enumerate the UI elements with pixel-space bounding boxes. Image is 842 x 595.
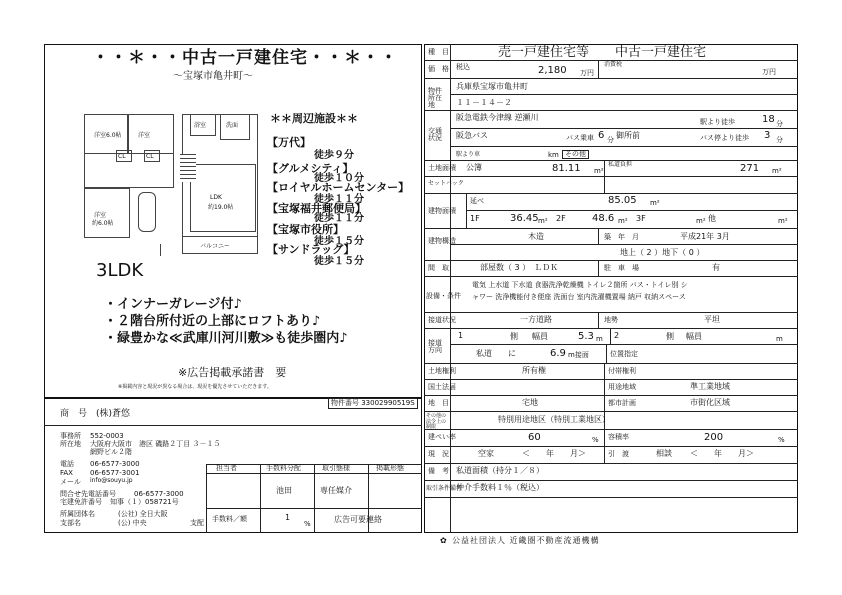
road2-dir: 2 [614, 331, 620, 340]
land-status-label: 地 目 [428, 399, 449, 407]
land-label: 土地面積 [428, 164, 456, 172]
location-1: 兵庫県宝塚市亀井町 [456, 82, 528, 91]
divider [450, 128, 798, 129]
postal: 552-0003 [90, 432, 124, 440]
equip-2: ャワー 洗浄機能付き便座 洗面台 室内洗濯機置場 納戸 収納スペース [472, 293, 686, 301]
floor2: 48.6 [592, 213, 615, 224]
divider [466, 193, 467, 228]
table-header: 取引態様 [322, 464, 350, 472]
divider [598, 260, 599, 276]
poi-name: 【宝塚福井郵便局】 [267, 202, 366, 215]
reply-label: 問合せ先電話番号 [60, 490, 116, 498]
small-notice: ※掲載内容と現況が異なる場合は、現況を優先させていただきます。 [118, 384, 272, 390]
room-label: 洋室6.0帖 [94, 132, 122, 139]
trade: 仲介手数料１％（税込） [456, 483, 544, 492]
position-label: 位置指定 [610, 350, 638, 358]
road1-side: 側 [510, 332, 518, 341]
location-label: 物件所在地 [428, 87, 442, 109]
far-label: 容積率 [608, 433, 629, 441]
handover-date: ＜ 年 月＞ [690, 449, 754, 458]
car-icon [138, 192, 156, 232]
km-label: 駅より車 [456, 151, 481, 158]
room-label: 洋室 [138, 132, 151, 139]
branch: (公) 中央 [118, 519, 147, 527]
room-western-2 [128, 114, 174, 154]
current-label: 現 況 [428, 450, 449, 458]
floor1-label: 1F [470, 214, 480, 223]
equip-1: 電気 上水道 下水道 食器洗浄乾燥機 トイレ２箇所 バス・トイレ別 シ [472, 281, 688, 289]
private-road-label: 私道負担 [608, 161, 633, 168]
reply-tel: 06-6577-3000 [134, 490, 184, 498]
room-label: 約6.0帖 [92, 220, 114, 227]
fee-label: 手数料／額 [212, 515, 247, 523]
equip-label: 設備・条件 [426, 292, 461, 300]
structure: 木造 [528, 232, 544, 241]
divider [44, 425, 422, 426]
divider [424, 193, 798, 194]
terrain-label: 地勢 [604, 316, 618, 324]
land-status: 宅地 [522, 398, 538, 407]
price-value: 2,180 [538, 65, 567, 76]
divider [424, 260, 798, 261]
current-date: ＜ 年 月＞ [522, 449, 586, 458]
room-label: CL [118, 153, 126, 160]
layout-label: 間 取 [428, 264, 449, 272]
divider [424, 363, 798, 364]
transaction-value: 専任媒介 [320, 486, 352, 495]
footer-org: 公益社団法人 近畿圏不動産流通機構 [452, 536, 600, 545]
sqm-unit: m² [594, 167, 604, 175]
tel: 06-6577-3000 [90, 460, 140, 468]
stairs-icon [180, 154, 196, 182]
footer-logo-icon: ✿ [440, 536, 447, 545]
poi-walk: 徒歩９分 [314, 150, 354, 161]
flyer-subtitle: 〜宝塚市亀井町〜 [173, 71, 253, 82]
room-label: CL [146, 153, 154, 160]
assoc-label: 所属団体名 [60, 510, 95, 518]
fax: 06-6577-3001 [90, 469, 140, 477]
private-road: 271 [740, 163, 760, 174]
far: 200 [704, 432, 724, 443]
room-label: LDK [210, 194, 222, 201]
trade-label: 取引条件備考 [426, 485, 463, 492]
divider [424, 429, 798, 430]
road2-side: 側 [666, 332, 674, 341]
parking-label: 駐 車 場 [604, 264, 639, 272]
poi-walk: 徒歩１１分 [314, 194, 364, 205]
bus-ride-label: バス乗車 [566, 134, 594, 142]
other-label: その他 [562, 150, 589, 159]
divider [450, 244, 798, 245]
tax-label: 消費税 [604, 61, 623, 68]
built: 平成21年 3月 [680, 232, 730, 241]
type-label: 種 目 [428, 48, 449, 56]
poi-heading: ＊＊周辺施設＊＊ [270, 112, 358, 125]
contact-unit: m接面 [568, 351, 589, 359]
room-label: バルコニー [200, 243, 231, 250]
poi-name: 【グルメシティ】 [267, 162, 354, 175]
table-divider [260, 464, 261, 533]
sqm-unit: m² [650, 199, 660, 207]
divider [604, 176, 605, 193]
rooms-label: 部屋数（ 3 ） ＬＤＫ [480, 263, 559, 272]
built-label: 築 年 月 [604, 233, 639, 241]
fax-label: FAX [60, 469, 73, 477]
bus-label: 阪急バス [456, 131, 488, 140]
sqm-unit: m² [772, 167, 782, 175]
room-garage [84, 188, 130, 238]
station-walk-label: 駅より徒歩 [700, 118, 735, 126]
use-area: 準工業地域 [690, 382, 730, 391]
divider [424, 78, 798, 79]
current: 空家 [478, 449, 494, 458]
bcr-unit: % [592, 436, 599, 444]
sqm-unit: m² [538, 217, 548, 225]
divider [424, 228, 798, 229]
road-condition-label: 接道方向 [428, 339, 442, 354]
table-divider [206, 464, 207, 533]
feature-bullet: ・インナーガレージ付♪ [104, 297, 242, 312]
divider [598, 312, 599, 328]
station-walk: 18 [762, 114, 775, 125]
transport-label: 交通状況 [428, 127, 442, 142]
poi-walk: 徒歩１１分 [314, 213, 364, 224]
divider [450, 344, 798, 345]
parking: 有 [712, 263, 720, 272]
other-area-label: 他 [708, 214, 716, 223]
type-value: 売一戸建住宅等 中古一戸建住宅 [498, 45, 707, 60]
contact-width: 6.9 [550, 348, 566, 359]
room-label: 約19.0帖 [208, 204, 234, 211]
poi-name: 【宝塚市役所】 [267, 223, 344, 236]
mail: info@souyu.jp [90, 477, 133, 484]
divider [598, 228, 599, 244]
use-area-label: 用途地域 [608, 383, 636, 391]
divider [424, 379, 798, 380]
poi-walk: 徒歩１０分 [314, 173, 364, 184]
setback-label: セットバック [428, 180, 464, 187]
poi-walk: 徒歩１５分 [314, 236, 364, 247]
road2-width-label: 幅員 [686, 332, 702, 341]
table-header: 手数料分配 [266, 464, 301, 472]
divider [466, 210, 798, 211]
assoc: (公社) 全日大阪 [118, 510, 168, 518]
mail-label: メール [60, 478, 81, 486]
floor2-label: 2F [556, 214, 566, 223]
poi-name: 【ロイヤルホームセンター】 [267, 181, 410, 194]
building-label: 建物面積 [428, 207, 456, 215]
poi-name: 【サンドラッグ】 [267, 243, 355, 256]
divider [450, 146, 798, 147]
road1-width-label: 幅員 [532, 332, 548, 341]
bus-stop: 御所前 [616, 131, 640, 140]
license-label: 宅建免許番号 [60, 498, 102, 506]
bus-ride-unit: 分 [607, 136, 614, 144]
bcr: 60 [528, 432, 541, 443]
handover: 相談 [656, 449, 672, 458]
divider [424, 395, 798, 396]
land-area: 81.11 [552, 163, 581, 174]
ad-notice: ※広告掲載承諾書 要 [178, 366, 287, 379]
bus-walk-label: バス停より徒歩 [700, 134, 749, 142]
walk-unit: 分 [776, 120, 783, 128]
bunpai-label: 支配 [190, 519, 204, 527]
divider [606, 344, 607, 363]
handover-label: 引 渡 [608, 450, 629, 458]
layout-type: 3LDK [96, 260, 144, 281]
road-label: 接道状況 [428, 316, 456, 324]
divider [424, 176, 798, 177]
address-1: 大阪府大阪市 港区 磯路２丁目 ３－１５ [90, 440, 221, 448]
divider [424, 463, 798, 464]
room-label: 洗面 [226, 122, 239, 129]
poi-walk: 徒歩１５分 [314, 256, 364, 267]
tanto-value: 池田 [276, 486, 292, 495]
feature-bullet: ・２階台所付近の上部にロフトあり♪ [104, 314, 321, 329]
other-restriction-label: その他の法令上の制限 [426, 413, 447, 430]
stories: 地上（ 2 ）地下（ 0 ） [620, 248, 705, 257]
company-label: 商 号 [60, 409, 88, 419]
divider [424, 411, 798, 412]
divider [610, 328, 611, 344]
attached-label: 付帯権利 [608, 367, 636, 375]
terrain: 平坦 [704, 315, 720, 324]
flyer-title: ・・＊・・中古一戸建住宅・・＊・・ [92, 48, 398, 68]
private-road-contact: 私道 に [476, 349, 516, 358]
room-label: 洋室 [94, 212, 107, 219]
divider [424, 328, 798, 329]
price-tax: 税込 [456, 63, 470, 71]
road-unit: m [776, 335, 783, 343]
divider [424, 312, 798, 313]
floor1: 36.45 [510, 213, 539, 224]
table-header: 掲載形態 [376, 464, 404, 472]
address-label: 所在地 [60, 440, 81, 448]
road-state: 一方道路 [520, 315, 552, 324]
land-kind: 公簿 [466, 163, 482, 172]
branch-label: 支部名 [60, 519, 81, 527]
road1-dir: 1 [458, 331, 464, 340]
km-unit: km [548, 151, 559, 159]
other-restriction: 特別用途地区（特別工業地区） [498, 415, 610, 424]
bus-walk: 3 [764, 130, 771, 141]
road-unit: m [596, 335, 603, 343]
bus-ride: 6 [598, 130, 605, 141]
feature-bullet: ・緑豊かな≪武庫川河川敷≫も徒歩圏内♪ [104, 331, 348, 346]
road1-width: 5.3 [578, 331, 594, 342]
divider [424, 497, 798, 498]
table-divider [314, 464, 315, 533]
total-label: 延べ [470, 197, 484, 205]
ad-label: 広告可要連絡 [334, 515, 382, 524]
divider [424, 276, 798, 277]
sqm-unit: m² [696, 217, 706, 225]
price-unit-2: 万円 [762, 68, 776, 76]
table-header: 担当者 [216, 464, 237, 472]
land-right-label: 土地権利 [428, 367, 456, 375]
city-plan: 市街化区域 [690, 398, 730, 407]
license: 知事（１）058721号 [110, 498, 179, 506]
floor3-label: 3F [636, 214, 646, 223]
fee-unit: % [304, 520, 311, 528]
location-2: １１－１４－２ [456, 98, 512, 107]
line: 阪急電鉄今津線 逆瀬川 [456, 113, 539, 122]
city-plan-label: 都市計画 [608, 399, 636, 407]
sqm-unit: m² [618, 217, 628, 225]
bcr-label: 建ぺい率 [428, 433, 456, 441]
price-unit: 万円 [580, 69, 594, 77]
divider [604, 429, 605, 463]
office-label: 事務所 [60, 432, 81, 440]
company-name: (株)蒼悠 [96, 409, 131, 419]
poi-name: 【万代】 [267, 136, 311, 149]
divider [598, 60, 599, 78]
divider [424, 480, 798, 481]
tel-label: 電話 [60, 460, 74, 468]
registration-no: 物件番号 33002990519S [328, 398, 418, 409]
land-right: 所有権 [522, 366, 546, 375]
sqm-unit: m² [778, 217, 788, 225]
remarks-label: 備 考 [428, 467, 449, 475]
remarks: 私道面積（持分１／８） [456, 466, 544, 475]
address-2: 網野ビル２階 [90, 448, 132, 456]
bus-walk-unit: 分 [776, 136, 783, 144]
north-arrow-icon [160, 244, 169, 256]
structure-label: 建物構造 [428, 237, 456, 245]
total-area: 85.05 [608, 195, 637, 206]
divider [450, 94, 798, 95]
divider [424, 446, 798, 447]
room-ldk [190, 164, 256, 232]
price-label: 価 格 [428, 65, 449, 73]
land-law-label: 国土法届 [428, 383, 456, 391]
far-unit: % [778, 436, 785, 444]
divider [604, 160, 605, 176]
room-label: 浴室 [194, 122, 207, 129]
label-column-divider [450, 44, 451, 533]
floor-plan [60, 104, 260, 260]
fee-value: 1 [285, 513, 291, 522]
divider [424, 110, 798, 111]
